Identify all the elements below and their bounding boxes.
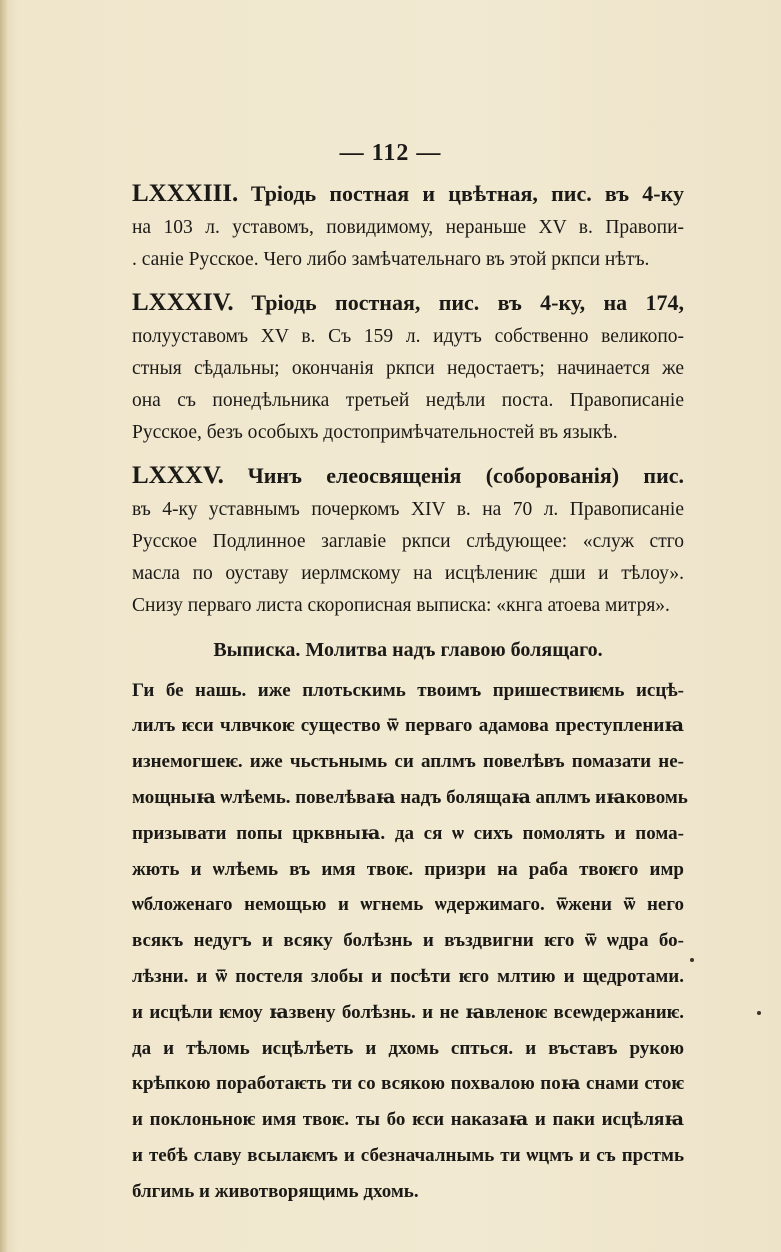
prayer-line: изнемогшеѥ. иже чьстьнымь си аплмъ повелѣвъ помазати не- bbox=[132, 751, 684, 773]
entry-line bbox=[132, 287, 684, 321]
entry-line: на 103 л. уставомъ, повидимому, нераньше XV в. Правопи- bbox=[132, 217, 684, 239]
entry-numeral: LXXXIII. bbox=[132, 180, 239, 207]
ink-speck bbox=[690, 958, 694, 962]
excerpt-heading: Выписка. Молитва надъ главою болящаго. bbox=[213, 638, 603, 661]
page-body bbox=[132, 178, 688, 1210]
page-number: — 112 — bbox=[339, 140, 442, 166]
entry-numeral: LXXXIV. bbox=[132, 288, 234, 316]
excerpt-prayer bbox=[132, 673, 688, 1210]
prayer-line: жють и ѡлѣемь въ имя твоѥ. призри на раба твоѥго имр bbox=[132, 858, 684, 880]
catalog-entry-84 bbox=[132, 287, 684, 450]
entry-line: въ 4-ку уставнымъ почеркомъ XIV в. на 70 л. Правописаніе bbox=[132, 498, 684, 520]
ink-speck bbox=[757, 1011, 761, 1015]
catalog-entry-83 bbox=[132, 178, 684, 277]
prayer-line: всякъ недугъ и всяку болѣзнь и въздвигни ѥго ѿ ѡдра бо- bbox=[132, 930, 684, 952]
entry-line: Снизу перваго листа скорописная выписка: «кнга атоева митря». bbox=[132, 595, 670, 617]
entry-line bbox=[132, 178, 684, 212]
entry-line: она съ понедѣльника третьей недѣли поста. Правописаніе bbox=[132, 390, 684, 412]
entry-line: Русское, безъ особыхъ достопримѣчательностей въ языкѣ. bbox=[132, 422, 618, 444]
entry-line-text: Тріодь постная и цвѣтная, пис. въ 4-ку bbox=[250, 181, 684, 206]
entry-line: Русское Подлинное заглавіе ркпси слѣдующее: «служ стго bbox=[132, 531, 684, 553]
prayer-line: крѣпкою поработаѥть ти со всякою похвалою поꙗ снами стоѥ bbox=[132, 1073, 684, 1095]
entry-line-text: Тріодь постная, пис. въ 4-ку, на 174, bbox=[251, 289, 685, 315]
prayer-line: ѡбложенаго немощью и ѡгнемь ѡдержимаго. ѿжени ѿ него bbox=[132, 894, 684, 916]
prayer-line: лилъ ѥси члвчкоѥ существо ѿ перваго адамова преступлениꙗ bbox=[132, 715, 684, 737]
catalog-entry-85 bbox=[132, 460, 684, 623]
prayer-line: да и тѣломь исцѣлѣеть и дхомь спться. и въставъ рукою bbox=[132, 1037, 684, 1059]
prayer-line: призывати попы црквныꙗ. да ся ѡ сихъ помолять и пома- bbox=[132, 822, 684, 844]
prayer-line: лѣзни. и ѿ постеля злобы и посѣти ѥго млтию и щедротами. bbox=[132, 966, 684, 988]
prayer-line: Ги бе нашь. иже плотьскимь твоимъ пришествиѥмь исцѣ- bbox=[132, 679, 684, 701]
prayer-line: и тебѣ славу всылаѥмъ и сбезначалнымь ти ѡцмъ и съ прстмь bbox=[132, 1145, 684, 1166]
entry-numeral: LXXXV. bbox=[132, 461, 224, 489]
entry-line: полууставомъ XV в. Съ 159 л. идутъ собственно великопо- bbox=[132, 325, 684, 347]
entry-line: стныя сѣдальны; окончанія ркпси недостаетъ; начинается же bbox=[132, 358, 684, 380]
prayer-line: мощныꙗ ѡлѣемь. повелѣваꙗ надъ болящаꙗ аплмъ иꙗковомь bbox=[132, 787, 688, 809]
entry-line bbox=[132, 460, 684, 494]
prayer-line: и поклоньноѥ имя твоѥ. ты бо ѥси наказаꙗ и паки исцѣляꙗ bbox=[132, 1109, 684, 1131]
page-edge-shadow bbox=[0, 0, 8, 1252]
entry-line: масла по оуставу иерлмскому на исцѣлениѥ дши и тѣлоу». bbox=[132, 563, 684, 585]
entry-line-text: Чинъ елеосвященія (соборованія) пис. bbox=[247, 462, 685, 488]
entry-line: . саніе Русское. Чего либо замѣчательнаго въ этой ркпси нѣтъ. bbox=[132, 249, 650, 271]
prayer-line: и исцѣли ѥмоу ꙗзвену болѣзнь. и не ꙗвленоѥ всеѡдержаниѥ. bbox=[132, 1001, 684, 1023]
prayer-line: блгимь и животворящимь дхомь. bbox=[132, 1180, 419, 1202]
